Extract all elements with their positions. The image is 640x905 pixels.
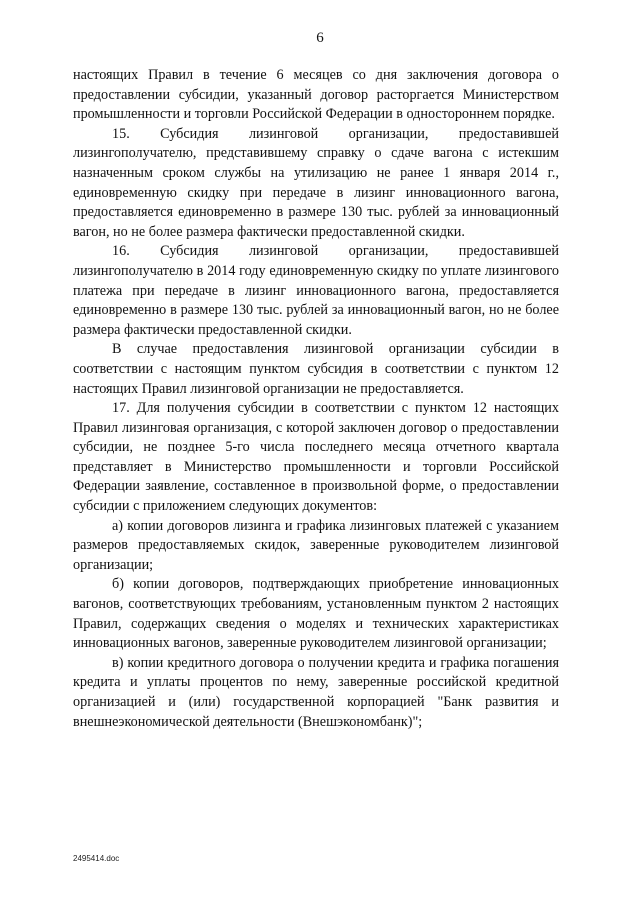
paragraph-item-17: 17. Для получения субсидии в соответствии с пунктом 12 настоящих Правил лизинговая организация, с которой заключен договор о предоставлении субсидии, не позднее 5-го числа последнего месяца отчетного квартала представляет в Министерство промышленности и торговли Российской Федерации заявление, составленное в произвольной форме, о предоставлении субсидии с приложением следующих документов: <box>73 400 559 515</box>
page-number: 6 <box>316 30 324 46</box>
paragraph-item-15: 15. Субсидия лизинговой организации, предоставившей лизингополучателю, представившему справку о сдаче вагона с истекшим назначенным сроком службы на утилизацию не ранее 1 января 2014 г., единовременную скидку при передаче в лизинг инновационного вагона, предоставляется единовременно в размере 130 тыс. рублей за инновационный вагон, но не более размера фактически предоставленной скидки. <box>73 125 559 240</box>
paragraph-subitem-a: а) копии договоров лизинга и графика лизинговых платежей с указанием размеров предоставляемых скидок, заверенные руководителем лизинговой организации; <box>73 517 559 573</box>
paragraph-subitem-b: б) копии договоров, подтверждающих приобретение инновационных вагонов, соответствующих требованиям, установленным пунктом 2 настоящих Правил, содержащих сведения о моделях и технических характеристиках инновационных вагонов, заверенные руководителем лизинговой организации; <box>73 576 559 652</box>
document-body <box>73 66 559 732</box>
footer-file-code: 2495414.doc <box>73 854 120 863</box>
paragraph-subitem-v: в) копии кредитного договора о получении кредита и графика погашения кредита и уплаты процентов по нему, заверенные российской кредитной организацией и (или) государственной корпорацией "Банк развития и внешнеэкономической деятельности (Внешэкономбанк)"; <box>73 654 559 730</box>
paragraph-item-16-note: В случае предоставления лизинговой организации субсидии в соответствии с настоящим пунктом субсидия в соответствии с пунктом 12 настоящих Правил лизинговой организации не предоставляется. <box>73 341 559 397</box>
paragraph-item-16: 16. Субсидия лизинговой организации, предоставившей лизингополучателю в 2014 году единовременную скидку по уплате лизингового платежа при передаче в лизинг инновационного вагона, предоставляется единовременно в размере 130 тыс. рублей за инновационный вагон, но не более размера фактически предоставленной скидки. <box>73 243 559 338</box>
paragraph-continuation: настоящих Правил в течение 6 месяцев со дня заключения договора о предоставлении субсидии, указанный договор расторгается Министерством промышленности и торговли Российской Федерации в одностороннем порядке. <box>73 67 559 123</box>
